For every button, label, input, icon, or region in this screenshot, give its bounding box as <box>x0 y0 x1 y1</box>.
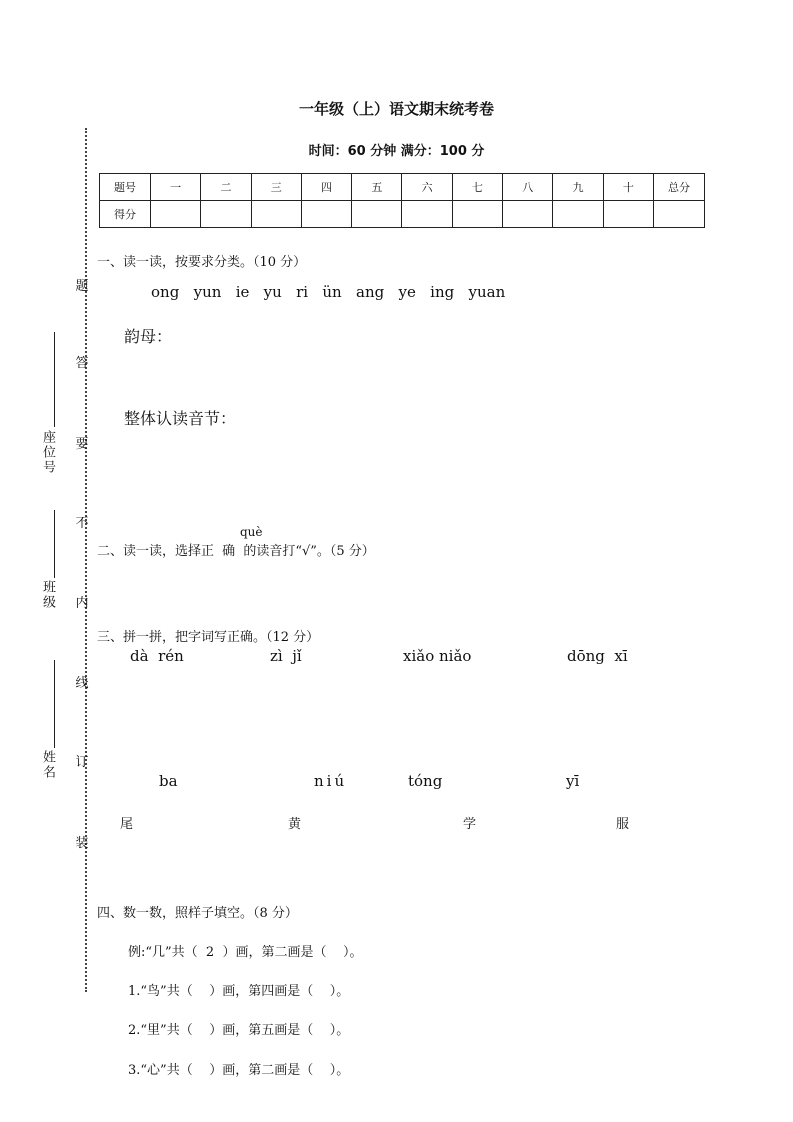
margin-char-xian: 线 <box>75 676 89 691</box>
yunmu-label: 韵母： <box>124 327 173 346</box>
char-item: 服 <box>616 817 630 832</box>
score-cell[interactable] <box>251 201 301 228</box>
table-cell: 八 <box>503 174 553 201</box>
score-cell[interactable] <box>301 201 351 228</box>
name-label: 姓名 <box>40 750 55 780</box>
pinyin-item: zì jǐ <box>270 647 302 665</box>
score-cell[interactable] <box>201 201 251 228</box>
pinyin-item: xiǎo niǎo <box>403 647 472 665</box>
section2-heading-char: 确 <box>222 544 236 559</box>
section4-heading: 四、数一数，照样子填空。（8 分） <box>97 906 298 921</box>
table-cell: 二 <box>201 174 251 201</box>
table-cell: 得分 <box>100 201 151 228</box>
pinyin-item: ba <box>159 772 178 790</box>
pinyin-item: yī <box>566 772 580 790</box>
section4-example-line: 例:“几”共（ 2 ）画，第二画是（ ）。 <box>128 945 363 960</box>
section4-line: 2.“里”共（ ）画，第五画是（ ）。 <box>128 1023 350 1038</box>
section1-syllables: ong yun ie yu ri ün ang ye ing yuan <box>151 283 506 301</box>
binding-dotted-line <box>85 128 87 992</box>
table-cell: 三 <box>251 174 301 201</box>
table-cell: 总分 <box>654 174 705 201</box>
score-table <box>99 173 705 228</box>
margin-char-yao: 要 <box>75 437 89 452</box>
margin-char-bu: 不 <box>75 516 89 531</box>
exam-info: 时间：60 分钟 满分：100 分 <box>308 144 485 159</box>
section2-heading-part1: 二、读一读，选择正 <box>97 544 215 559</box>
score-table-score-row <box>100 201 705 228</box>
section1-heading: 一、读一读，按要求分类。（10 分） <box>97 255 307 270</box>
score-cell[interactable] <box>452 201 502 228</box>
class-label: 班级 <box>40 580 55 610</box>
table-cell: 七 <box>452 174 502 201</box>
seat-number-label: 座位号 <box>40 430 55 475</box>
score-cell[interactable] <box>603 201 653 228</box>
score-cell[interactable] <box>654 201 705 228</box>
table-cell: 六 <box>402 174 452 201</box>
table-cell: 九 <box>553 174 603 201</box>
page-title: 一年级（上）语文期末统考卷 <box>298 100 494 118</box>
ruby-pinyin: què <box>240 525 263 539</box>
class-field[interactable] <box>54 510 55 578</box>
table-cell: 一 <box>151 174 201 201</box>
margin-char-ti: 题 <box>75 279 89 294</box>
pinyin-item: dōng xī <box>567 647 628 665</box>
section4-line: 1.“鸟”共（ ）画，第四画是（ ）。 <box>128 984 350 999</box>
pinyin-item: dà rén <box>130 647 184 665</box>
score-cell[interactable] <box>553 201 603 228</box>
char-item: 尾 <box>120 817 134 832</box>
pinyin-item: niú <box>314 772 348 790</box>
section2-heading <box>97 540 375 559</box>
section3-heading: 三、拼一拼，把字词写正确。（12 分） <box>97 630 320 645</box>
score-cell[interactable] <box>503 201 553 228</box>
char-item: 黄 <box>288 817 302 832</box>
table-cell: 五 <box>352 174 402 201</box>
zhengti-label: 整体认读音节： <box>124 409 237 428</box>
score-cell[interactable] <box>352 201 402 228</box>
section4-line: 3.“心”共（ ）画，第二画是（ ）。 <box>128 1063 350 1078</box>
section2-heading-part2: 的读音打“√”。（5 分） <box>243 544 375 559</box>
margin-char-zhuang: 装 <box>75 836 89 851</box>
table-cell: 题号 <box>100 174 151 201</box>
name-field[interactable] <box>54 660 55 748</box>
char-item: 学 <box>463 817 477 832</box>
margin-char-ding: 订 <box>75 755 89 770</box>
margin-char-nei: 内 <box>75 596 89 611</box>
table-cell: 四 <box>301 174 351 201</box>
margin-char-da: 答 <box>75 356 89 371</box>
pinyin-item: tóng <box>408 772 443 790</box>
table-cell: 十 <box>603 174 653 201</box>
seat-number-field[interactable] <box>54 332 55 427</box>
score-cell[interactable] <box>151 201 201 228</box>
score-cell[interactable] <box>402 201 452 228</box>
score-table-header-row <box>100 174 705 201</box>
